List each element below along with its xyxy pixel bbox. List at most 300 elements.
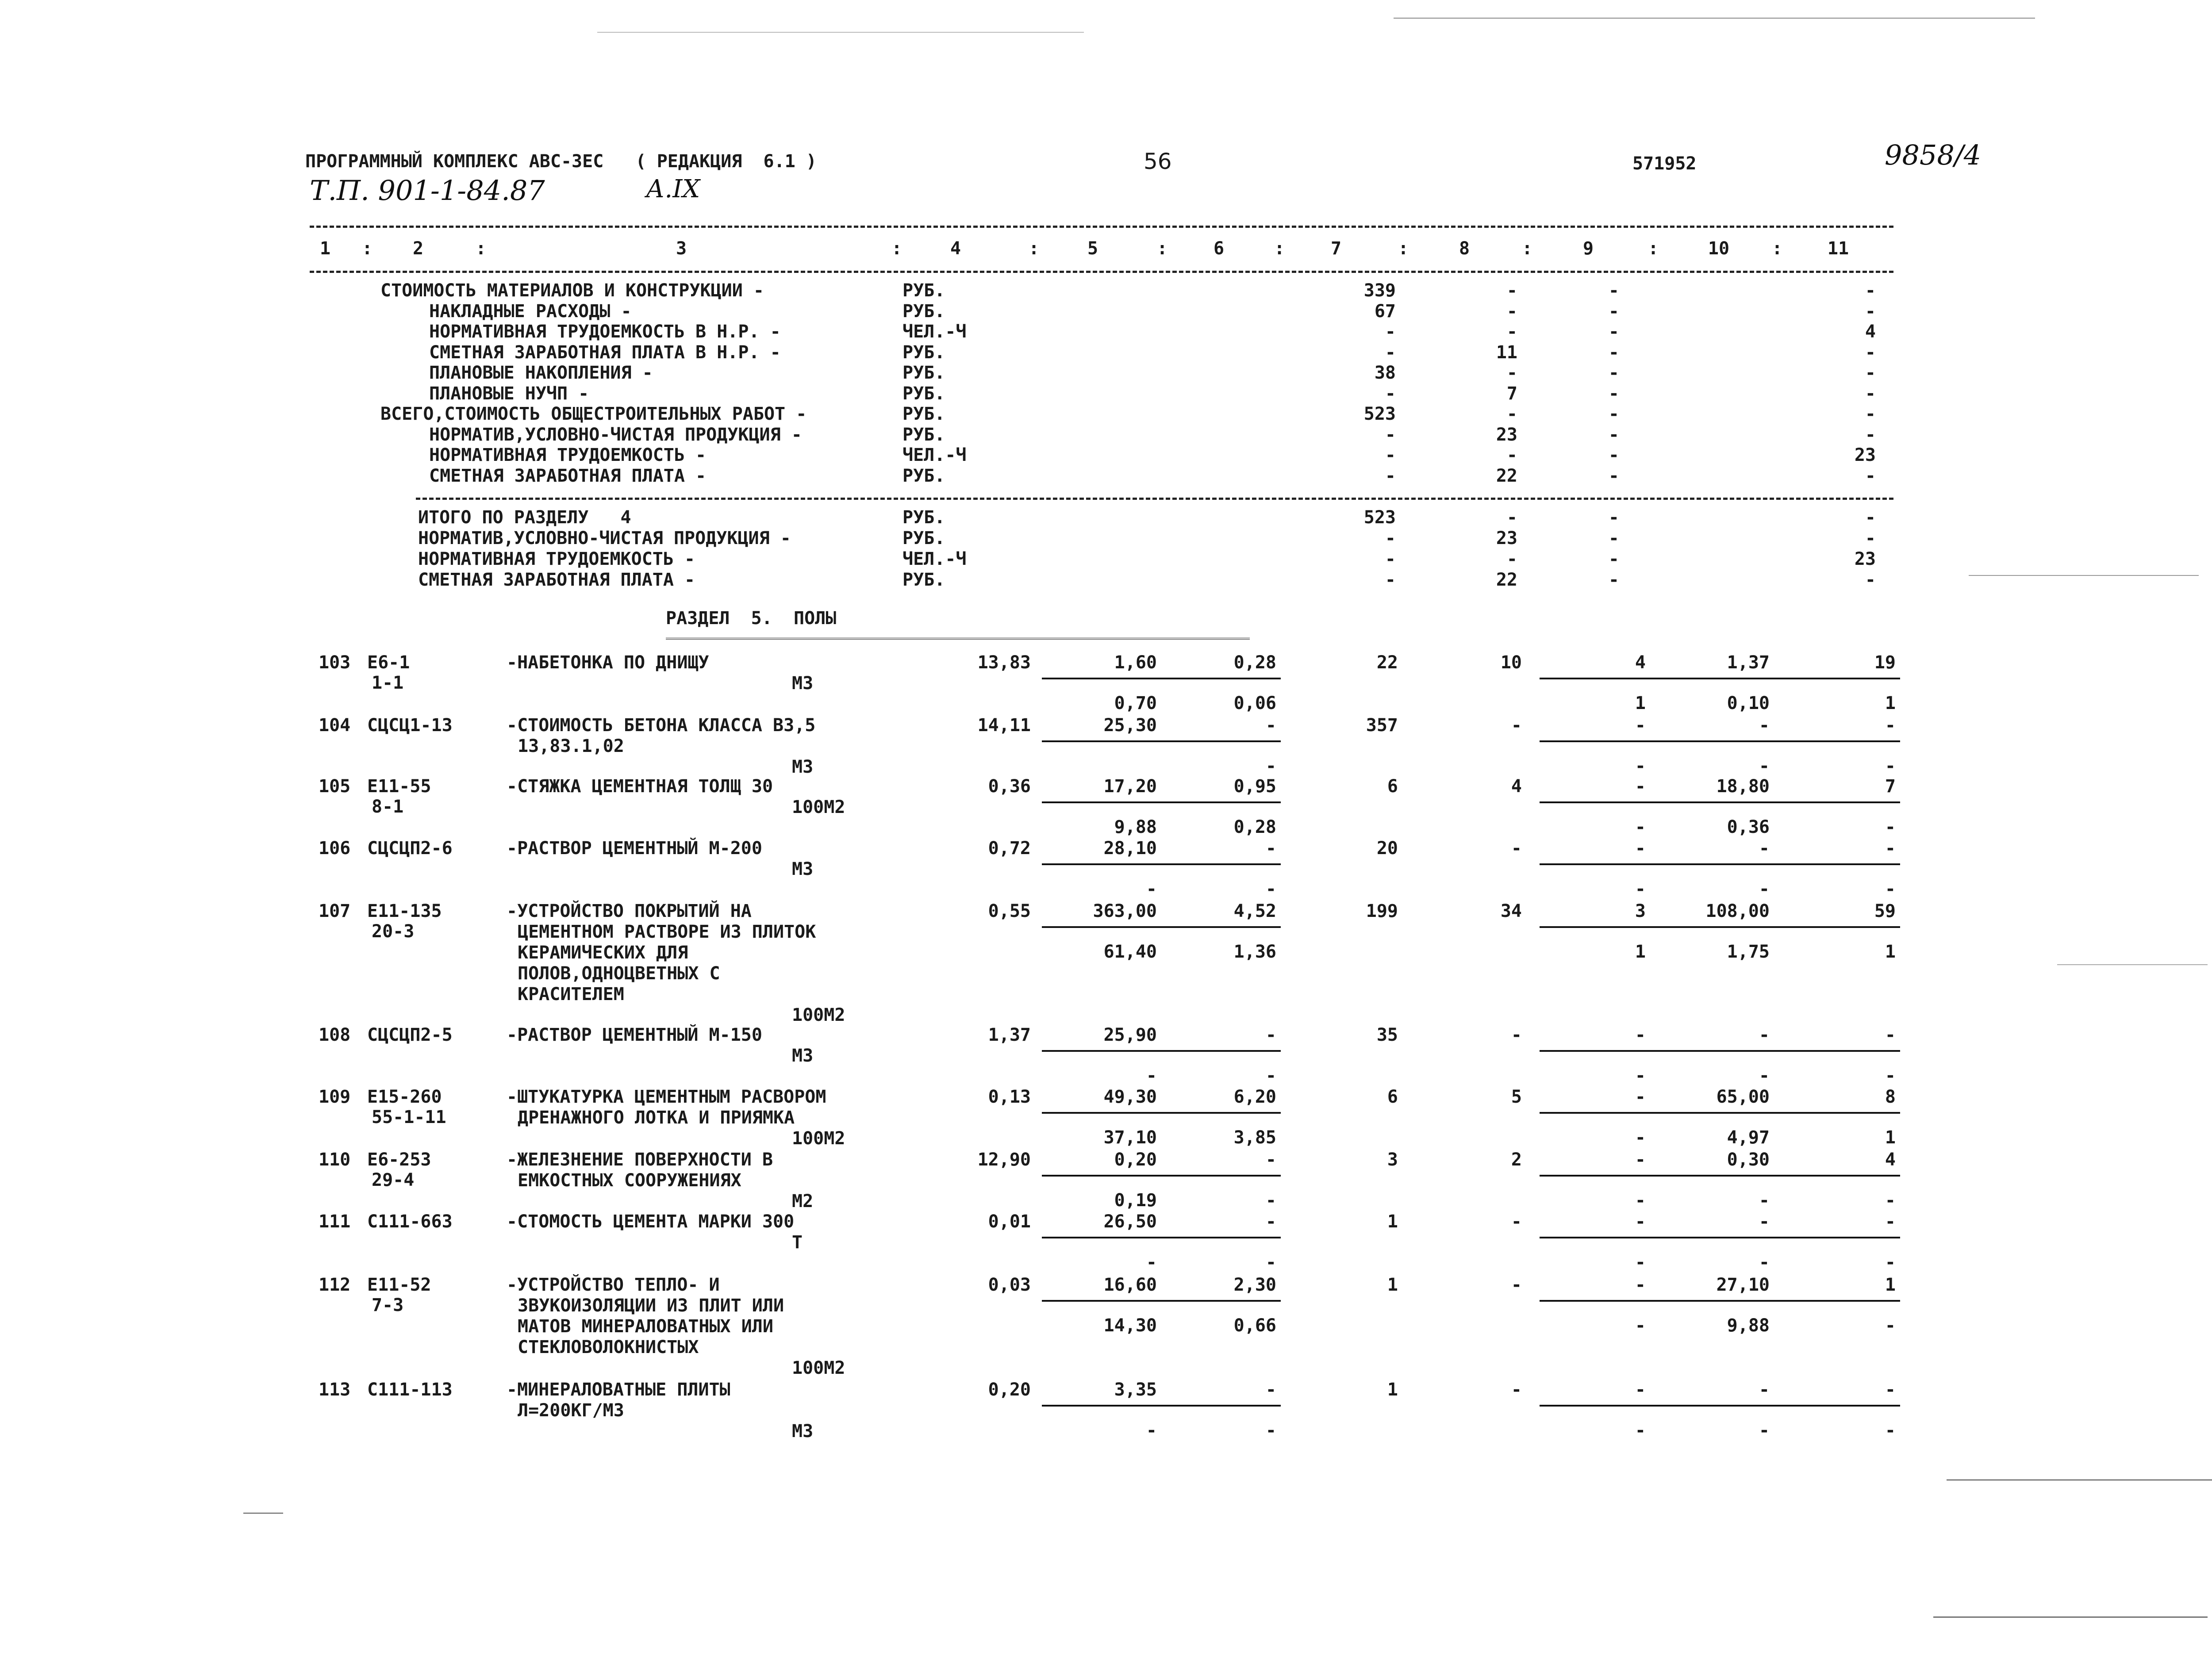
col9-value: -	[1635, 776, 1646, 797]
machine-wage: 0,28	[1233, 817, 1276, 837]
handwritten-project-number: Т.П. 901-1-84.87	[310, 174, 545, 207]
norm-underline	[1540, 1300, 1900, 1302]
handwritten-album: А.IX	[646, 175, 700, 203]
summary-label: ПЛАНОВЫЕ НАКОПЛЕНИЯ -	[429, 363, 653, 383]
col8-value: -	[1506, 280, 1517, 301]
col7-value: -	[1385, 445, 1396, 465]
scan-artifact	[243, 1513, 283, 1514]
wage-cost: -	[1511, 715, 1522, 736]
wage-cost: -	[1511, 1211, 1522, 1232]
col8-value: 23	[1496, 424, 1517, 445]
norm-underline	[1540, 926, 1900, 928]
machine-cost: -	[1265, 1150, 1276, 1170]
rate-code: Е6-1	[367, 652, 410, 673]
quantity: 0,13	[988, 1087, 1031, 1107]
labor-total-sub: -	[1885, 756, 1896, 776]
quantity: 0,03	[988, 1275, 1031, 1295]
rate-code: СЦСЦП2-6	[367, 838, 453, 859]
rate-code: СЦСЦП2-5	[367, 1025, 453, 1045]
quantity: 0,36	[988, 776, 1031, 797]
unit-wage: 9,88	[1114, 817, 1157, 837]
cost-underline	[1042, 1237, 1281, 1238]
col11-value: -	[1865, 507, 1876, 528]
col9-value: -	[1608, 280, 1619, 301]
col11-value: -	[1865, 342, 1876, 363]
labor-total: -	[1885, 1025, 1896, 1045]
total-cost: 199	[1366, 901, 1398, 921]
column-separator: :	[1029, 238, 1040, 259]
unit-cost: 1,60	[1114, 652, 1157, 673]
labor-sub: 9,88	[1727, 1315, 1770, 1336]
labor-total-sub: 1	[1885, 1127, 1896, 1148]
scan-artifact	[2057, 964, 2208, 965]
col9-sub: -	[1635, 879, 1646, 899]
work-description: -ЖЕЛЕЗНЕНИЕ ПОВЕРХНОСТИ В	[507, 1150, 773, 1170]
rate-subcode: 55-1-11	[372, 1107, 446, 1127]
column-number-7: 7	[1330, 238, 1342, 259]
unit: 100М2	[792, 1128, 845, 1149]
norm-underline	[1540, 863, 1900, 865]
row-number: 112	[319, 1275, 351, 1295]
unit-wage: -	[1146, 1252, 1157, 1273]
quantity: 1,37	[988, 1025, 1031, 1045]
cost-underline	[1042, 678, 1281, 679]
labor-total: 59	[1874, 901, 1896, 921]
quantity: 14,11	[977, 715, 1031, 736]
col9-sub: -	[1635, 756, 1646, 776]
unit-wage: 61,40	[1103, 942, 1157, 962]
col11-value: -	[1865, 404, 1876, 424]
labor-total-sub: -	[1885, 817, 1896, 837]
column-number-4: 4	[950, 238, 961, 259]
unit-wage: -	[1146, 1420, 1157, 1441]
row-number: 110	[319, 1150, 351, 1170]
total-cost: 357	[1366, 715, 1398, 736]
row-number: 103	[319, 652, 351, 673]
unit: М3	[792, 1046, 814, 1066]
rate-code: Е6-253	[367, 1150, 431, 1170]
labor-norm: 1,37	[1727, 652, 1770, 673]
rate-subcode: 20-3	[372, 921, 415, 942]
machine-cost: -	[1265, 1025, 1276, 1045]
labor-sub: -	[1759, 1252, 1770, 1273]
col9-sub: 1	[1635, 693, 1646, 713]
handwritten-archive-number: 9858/4	[1885, 139, 1982, 171]
col8-value: -	[1506, 549, 1517, 569]
labor-total-sub: -	[1885, 1066, 1896, 1086]
norm-underline	[1540, 1237, 1900, 1238]
summary-label: НОРМАТИВНАЯ ТРУДОЕМКОСТЬ -	[429, 445, 707, 465]
work-description: ЕМКОСТНЫХ СООРУЖЕНИЯХ	[518, 1170, 741, 1191]
wage-cost: 2	[1511, 1150, 1522, 1170]
col9-value: -	[1635, 715, 1646, 736]
unit: М3	[792, 673, 814, 694]
unit: РУБ.	[902, 363, 945, 383]
labor-sub: 0,36	[1727, 817, 1770, 837]
work-description: ЦЕМЕНТНОМ РАСТВОРЕ ИЗ ПЛИТОК	[518, 922, 816, 942]
machine-wage: 0,66	[1233, 1315, 1276, 1336]
col7-value: 67	[1374, 301, 1396, 322]
unit-wage: 0,19	[1114, 1190, 1157, 1211]
wage-cost: -	[1511, 1275, 1522, 1295]
col11-value: -	[1865, 280, 1876, 301]
labor-norm: 18,80	[1716, 776, 1770, 797]
labor-total: -	[1885, 1380, 1896, 1400]
total-cost: 3	[1387, 1150, 1398, 1170]
column-separator: :	[891, 238, 902, 259]
col8-value: 7	[1506, 383, 1517, 404]
col7-value: -	[1385, 465, 1396, 486]
summary-label: СТОИМОСТЬ МАТЕРИАЛОВ И КОНСТРУКЦИИ -	[380, 280, 764, 301]
col7-value: 523	[1363, 507, 1396, 528]
column-separator: :	[1157, 238, 1168, 259]
col9-value: -	[1608, 549, 1619, 569]
labor-total-sub: -	[1885, 879, 1896, 899]
cost-underline	[1042, 1300, 1281, 1302]
labor-norm: 0,30	[1727, 1150, 1770, 1170]
col9-value: -	[1635, 1275, 1646, 1295]
total-cost: 20	[1376, 838, 1398, 859]
col7-value: -	[1385, 342, 1396, 363]
scan-artifact	[1969, 575, 2199, 576]
summary-label: ИТОГО ПО РАЗДЕЛУ 4	[418, 507, 631, 528]
col11-value: -	[1865, 528, 1876, 548]
labor-norm: 65,00	[1716, 1087, 1770, 1107]
total-cost: 1	[1387, 1380, 1398, 1400]
cost-underline	[1042, 1112, 1281, 1114]
labor-total: -	[1885, 1211, 1896, 1232]
labor-total: 19	[1874, 652, 1896, 673]
total-cost: 22	[1376, 652, 1398, 673]
col9-value: -	[1608, 507, 1619, 528]
unit-wage: 37,10	[1103, 1127, 1157, 1148]
work-description: -МИНЕРАЛОВАТНЫЕ ПЛИТЫ	[507, 1380, 730, 1400]
norm-underline	[1540, 1175, 1900, 1177]
page-number: 56	[1144, 149, 1172, 174]
col11-value: 4	[1865, 322, 1876, 342]
col9-value: -	[1608, 528, 1619, 548]
col9-value: -	[1608, 570, 1619, 590]
wage-cost: -	[1511, 1380, 1522, 1400]
machine-wage: 0,06	[1233, 693, 1276, 713]
unit-wage: -	[1146, 879, 1157, 899]
labor-norm: 108,00	[1705, 901, 1770, 921]
rate-subcode: 29-4	[372, 1170, 415, 1190]
total-cost: 1	[1387, 1275, 1398, 1295]
machine-cost: 4,52	[1233, 901, 1276, 921]
labor-norm: -	[1759, 715, 1770, 736]
machine-wage: -	[1265, 1420, 1276, 1441]
unit: ЧЕЛ.-Ч	[902, 549, 967, 569]
scan-artifact	[597, 32, 1084, 33]
column-separator: :	[1274, 238, 1285, 259]
row-number: 107	[319, 901, 351, 921]
rate-subcode: 7-3	[372, 1295, 404, 1315]
total-cost: 1	[1387, 1211, 1398, 1232]
column-number-11: 11	[1827, 238, 1849, 259]
col8-value: -	[1506, 404, 1517, 424]
total-cost: 6	[1387, 776, 1398, 797]
col11-value: -	[1865, 301, 1876, 322]
total-cost: 6	[1387, 1087, 1398, 1107]
unit-cost: 0,20	[1114, 1150, 1157, 1170]
col9-value: -	[1608, 342, 1619, 363]
col9-sub: -	[1635, 817, 1646, 837]
cost-underline	[1042, 863, 1281, 865]
work-description: ПОЛОВ,ОДНОЦВЕТНЫХ С	[518, 963, 720, 984]
column-separator: :	[1522, 238, 1533, 259]
rate-code: СЦСЦ1-13	[367, 715, 453, 736]
wage-cost: 4	[1511, 776, 1522, 797]
row-number: 106	[319, 838, 351, 859]
col9-value: -	[1635, 1380, 1646, 1400]
col9-value: -	[1608, 404, 1619, 424]
work-description: -НАБЕТОНКА ПО ДНИЩУ	[507, 652, 709, 673]
unit: РУБ.	[902, 301, 945, 322]
column-separator: :	[476, 238, 487, 259]
col7-value: -	[1385, 549, 1396, 569]
cost-underline	[1042, 1175, 1281, 1177]
unit: 100М2	[792, 1358, 845, 1378]
section-title-underline	[666, 638, 1250, 640]
labor-norm: -	[1759, 1380, 1770, 1400]
machine-wage: -	[1265, 1066, 1276, 1086]
col8-value: -	[1506, 301, 1517, 322]
norm-underline	[1540, 1112, 1900, 1114]
col8-value: -	[1506, 363, 1517, 383]
labor-total: 1	[1885, 1275, 1896, 1295]
section-title: РАЗДЕЛ 5. ПОЛЫ	[666, 608, 837, 629]
cost-underline	[1042, 801, 1281, 803]
col7-value: -	[1385, 424, 1396, 445]
row-number: 109	[319, 1087, 351, 1107]
norm-underline	[1540, 1405, 1900, 1407]
labor-total: -	[1885, 715, 1896, 736]
row-number: 108	[319, 1025, 351, 1045]
unit-cost: 28,10	[1103, 838, 1157, 859]
rate-code: Е11-52	[367, 1275, 431, 1295]
labor-total-sub: 1	[1885, 693, 1896, 713]
unit: ЧЕЛ.-Ч	[902, 445, 967, 465]
unit-cost: 25,30	[1103, 715, 1157, 736]
quantity: 0,72	[988, 838, 1031, 859]
row-number: 104	[319, 715, 351, 736]
unit: М3	[792, 1421, 814, 1441]
column-number-5: 5	[1087, 238, 1098, 259]
work-description: -УСТРОЙСТВО ТЕПЛО- И	[507, 1275, 720, 1295]
unit: РУБ.	[902, 383, 945, 404]
machine-cost: -	[1265, 838, 1276, 859]
unit-cost: 25,90	[1103, 1025, 1157, 1045]
col8-value: 22	[1496, 570, 1517, 590]
column-separator: :	[362, 238, 373, 259]
labor-total-sub: -	[1885, 1420, 1896, 1441]
norm-underline	[1540, 678, 1900, 679]
labor-sub: -	[1759, 1066, 1770, 1086]
col8-value: 23	[1496, 528, 1517, 548]
machine-wage: -	[1265, 1190, 1276, 1211]
unit: РУБ.	[902, 424, 945, 445]
col7-value: -	[1385, 322, 1396, 342]
machine-wage: -	[1265, 756, 1276, 776]
wage-cost: -	[1511, 1025, 1522, 1045]
col9-value: -	[1635, 1087, 1646, 1107]
col9-value: -	[1608, 363, 1619, 383]
col9-sub: -	[1635, 1066, 1646, 1086]
document-code: 571952	[1632, 153, 1697, 174]
labor-sub: 0,10	[1727, 693, 1770, 713]
summary-label: СМЕТНАЯ ЗАРАБОТНАЯ ПЛАТА В Н.Р. -	[429, 342, 781, 363]
col9-value: 4	[1635, 652, 1646, 673]
rate-code: Е15-260	[367, 1087, 442, 1107]
summary-label: НОРМАТИВ,УСЛОВНО-ЧИСТАЯ ПРОДУКЦИЯ -	[418, 528, 791, 548]
unit-wage: -	[1146, 1066, 1157, 1086]
labor-total: 4	[1885, 1150, 1896, 1170]
wage-cost: -	[1511, 838, 1522, 859]
col7-value: 38	[1374, 363, 1396, 383]
labor-sub: 1,75	[1727, 942, 1770, 962]
row-number: 105	[319, 776, 351, 797]
cost-underline	[1042, 926, 1281, 928]
work-description: 13,83.1,02	[518, 736, 624, 756]
work-description: КРАСИТЕЛЕМ	[518, 984, 624, 1004]
work-description: -РАСТВОР ЦЕМЕНТНЫЙ М-150	[507, 1025, 762, 1045]
machine-cost: -	[1265, 715, 1276, 736]
col8-value: 11	[1496, 342, 1517, 363]
col9-value: -	[1635, 1025, 1646, 1045]
rate-code: С111-663	[367, 1211, 453, 1232]
summary-label: СМЕТНАЯ ЗАРАБОТНАЯ ПЛАТА -	[429, 465, 707, 486]
work-description: -РАСТВОР ЦЕМЕНТНЫЙ М-200	[507, 838, 762, 859]
summary-label: НОРМАТИВНАЯ ТРУДОЕМКОСТЬ -	[418, 549, 695, 569]
col9-value: -	[1608, 465, 1619, 486]
column-number-1: 1	[319, 238, 331, 259]
col9-sub: -	[1635, 1127, 1646, 1148]
col9-sub: -	[1635, 1252, 1646, 1273]
work-description: Л=200КГ/М3	[518, 1400, 624, 1421]
column-number-3: 3	[676, 238, 687, 259]
work-description: -ШТУКАТУРКА ЦЕМЕНТНЫМ РАСВОРОМ	[507, 1087, 826, 1107]
col8-value: -	[1506, 507, 1517, 528]
column-separator: :	[1772, 238, 1783, 259]
unit-cost: 3,35	[1114, 1380, 1157, 1400]
program-header: ПРОГРАММНЫЙ КОМПЛЕКС АВС-ЗЕС ( РЕДАКЦИЯ 6.1 )	[305, 151, 817, 172]
labor-total-sub: -	[1885, 1252, 1896, 1273]
labor-total: 7	[1885, 776, 1896, 797]
labor-norm: -	[1759, 1025, 1770, 1045]
work-description: ЗВУКОИЗОЛЯЦИИ ИЗ ПЛИТ ИЛИ	[518, 1296, 784, 1316]
labor-sub: -	[1759, 879, 1770, 899]
machine-cost: 6,20	[1233, 1087, 1276, 1107]
col9-value: -	[1608, 301, 1619, 322]
labor-total-sub: -	[1885, 1190, 1896, 1211]
unit: Т	[792, 1232, 803, 1253]
rate-subcode: 8-1	[372, 797, 404, 817]
column-number-9: 9	[1582, 238, 1594, 259]
labor-sub: 4,97	[1727, 1127, 1770, 1148]
summary-label: ВСЕГО,СТОИМОСТЬ ОБЩЕСТРОИТЕЛЬНЫХ РАБОТ -	[380, 404, 807, 424]
column-number-2: 2	[412, 238, 424, 259]
work-description: -СТОИМОСТЬ БЕТОНА КЛАССА В3,5	[507, 715, 816, 736]
row-number: 111	[319, 1211, 351, 1232]
col9-value: -	[1608, 445, 1619, 465]
col9-sub: 1	[1635, 942, 1646, 962]
machine-cost: -	[1265, 1380, 1276, 1400]
unit-cost: 16,60	[1103, 1275, 1157, 1295]
col9-sub: -	[1635, 1315, 1646, 1336]
col11-value: 23	[1854, 445, 1876, 465]
summary-label: НОРМАТИВНАЯ ТРУДОЕМКОСТЬ В Н.Р. -	[429, 322, 781, 342]
unit: ЧЕЛ.-Ч	[902, 322, 967, 342]
summary-label: ПЛАНОВЫЕ НУЧП -	[429, 383, 589, 404]
machine-wage: 1,36	[1233, 942, 1276, 962]
unit-wage: 0,70	[1114, 693, 1157, 713]
unit-cost: 17,20	[1103, 776, 1157, 797]
wage-cost: 10	[1500, 652, 1522, 673]
row-number: 113	[319, 1380, 351, 1400]
labor-total-sub: -	[1885, 1315, 1896, 1336]
rate-code: Е11-135	[367, 901, 442, 921]
cost-underline	[1042, 740, 1281, 742]
norm-underline	[1540, 740, 1900, 742]
total-cost: 35	[1376, 1025, 1398, 1045]
labor-norm: -	[1759, 1211, 1770, 1232]
scan-artifact	[1394, 18, 2035, 19]
col9-sub: -	[1635, 1420, 1646, 1441]
quantity: 0,55	[988, 901, 1031, 921]
summary-divider	[416, 498, 1893, 500]
norm-underline	[1540, 1050, 1900, 1052]
col9-value: -	[1608, 424, 1619, 445]
rate-code: С111-113	[367, 1380, 453, 1400]
work-description: -УСТРОЙСТВО ПОКРЫТИЙ НА	[507, 901, 752, 921]
col9-value: 3	[1635, 901, 1646, 921]
col8-value: -	[1506, 322, 1517, 342]
unit: 100М2	[792, 797, 845, 817]
col11-value: -	[1865, 383, 1876, 404]
labor-sub: -	[1759, 1420, 1770, 1441]
summary-label: НАКЛАДНЫЕ РАСХОДЫ -	[429, 301, 632, 322]
labor-total: 8	[1885, 1087, 1896, 1107]
col7-value: -	[1385, 383, 1396, 404]
machine-cost: 0,95	[1233, 776, 1276, 797]
col8-value: -	[1506, 445, 1517, 465]
col9-value: -	[1608, 322, 1619, 342]
work-description: СТЕКЛОВОЛОКНИСТЫХ	[518, 1337, 699, 1357]
labor-sub: -	[1759, 756, 1770, 776]
labor-total-sub: 1	[1885, 942, 1896, 962]
cost-underline	[1042, 1050, 1281, 1052]
unit: 100М2	[792, 1005, 845, 1025]
column-separator: :	[1398, 238, 1409, 259]
work-description: -СТОМОСТЬ ЦЕМЕНТА МАРКИ 300	[507, 1211, 795, 1232]
quantity: 13,83	[977, 652, 1031, 673]
labor-norm: 27,10	[1716, 1275, 1770, 1295]
quantity: 0,01	[988, 1211, 1031, 1232]
col9-value: -	[1635, 1211, 1646, 1232]
col7-value: -	[1385, 528, 1396, 548]
rate-code: Е11-55	[367, 776, 431, 797]
column-number-8: 8	[1459, 238, 1470, 259]
machine-cost: 2,30	[1233, 1275, 1276, 1295]
work-description: МАТОВ МИНЕРАЛОВАТНЫХ ИЛИ	[518, 1316, 773, 1337]
unit-cost: 49,30	[1103, 1087, 1157, 1107]
wage-cost: 5	[1511, 1087, 1522, 1107]
col7-value: 339	[1363, 280, 1396, 301]
col11-value: -	[1865, 570, 1876, 590]
labor-sub: -	[1759, 1190, 1770, 1211]
col7-value: 523	[1363, 404, 1396, 424]
